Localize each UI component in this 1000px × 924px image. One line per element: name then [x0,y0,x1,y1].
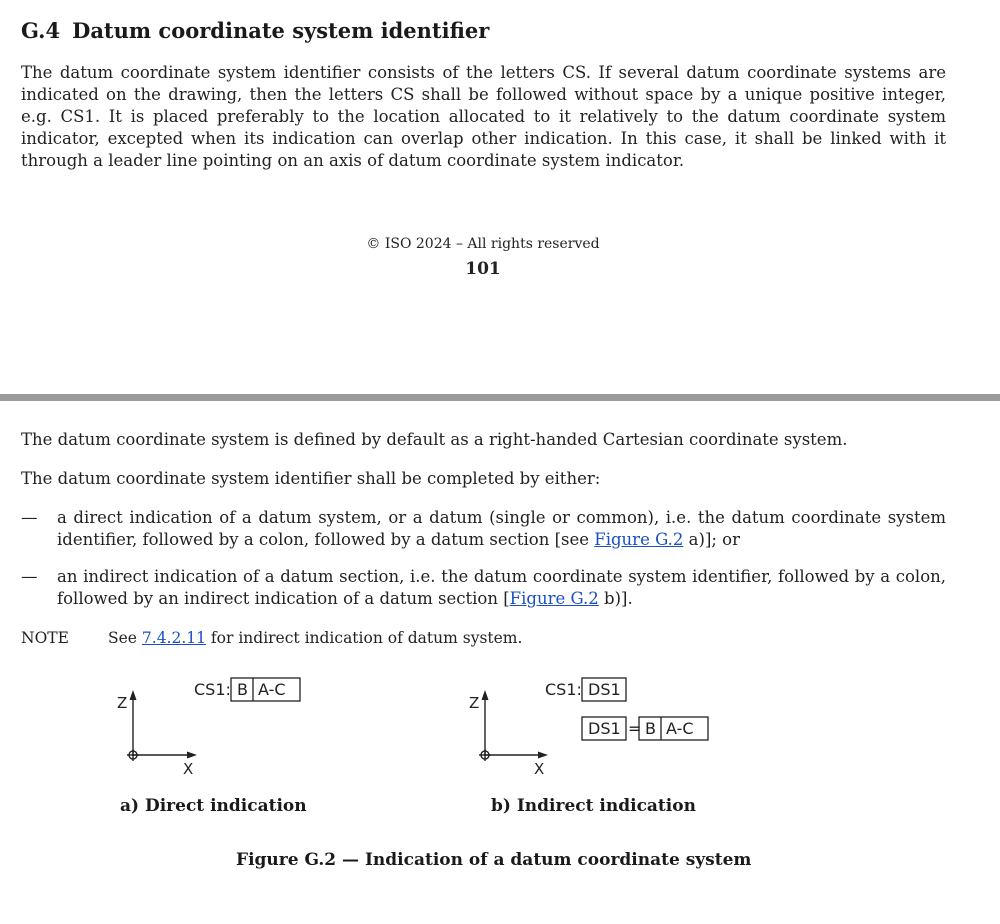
body-line-default-system: The datum coordinate system is defined by default as a right-handed Cartesian coordinate system. [21,430,848,449]
axis-z-label-a: Z [117,694,128,712]
x-arrow-icon [187,752,197,759]
axis-z-label-b: Z [469,694,480,712]
body-line-completed-by: The datum coordinate system identifier shall be completed by either: [21,469,601,488]
note [21,627,522,649]
clause-7-4-2-11-link[interactable]: 7.4.2.11 [141,629,206,647]
axis-x-label-a: X [183,760,194,778]
list-dash: — [21,567,38,586]
datum-cell-b-b: B [645,719,656,738]
z-arrow-icon [482,690,489,700]
list-item-text [57,507,946,551]
list-item-text [57,566,946,610]
section-heading [21,18,489,43]
x-arrow-icon [538,752,548,759]
footer-copyright: © ISO 2024 – All rights reserved [366,236,600,252]
figure-g2 [0,660,1000,800]
equals-sign: = [628,719,642,738]
figure-g2-drawing [0,660,1000,800]
note-text-before: See [108,629,142,647]
ds-definition-cell: DS1 [588,719,621,738]
list-item-text-before: an indirect indication of a datum section, i.e. the datum coordinate system identifier, followed by a colon, followed by an indirect indication of a datum section [ [57,567,946,608]
page-separator [0,394,1000,401]
ds-cell-b: DS1 [588,680,621,699]
datum-cell-ac-a: A-C [258,680,286,699]
z-arrow-icon [130,690,137,700]
subfigure-caption-b: b) Indirect indication [491,796,696,816]
figure-g2-link[interactable]: Figure G.2 [509,589,599,608]
datum-cell-b-a: B [237,680,248,699]
note-text-after: for indirect indication of datum system. [206,629,523,647]
section-paragraph: The datum coordinate system identifier consists of the letters CS. If several datum coordinate systems are indicated on the drawing, then the letters CS shall be followed without space by a unique positive integer, e.g. CS1. It is placed preferably to the location allocated to it relatively to the datum coordinate system indicator, excepted when its indication can overlap other indication. In this case, it shall be linked with it through a leader line pointing on an axis of datum coordinate system indicator. [21,63,946,170]
figure-g2-link[interactable]: Figure G.2 [594,530,684,549]
cs-label-b: CS1: [545,680,582,699]
axis-x-label-b: X [534,760,545,778]
axis-indicator-a [127,690,197,761]
list-item-text-after: b)]. [598,589,633,608]
page-101 [0,0,1000,394]
list-item [21,566,946,610]
cs-label-a: CS1: [194,680,231,699]
subfigure-caption-a: a) Direct indication [120,796,307,816]
page-number: 101 [465,259,501,279]
list-item [21,507,946,551]
list-item-text-after: a)]; or [683,530,741,549]
list-dash: — [21,508,38,527]
figure-caption: Figure G.2 — Indication of a datum coordinate system [236,850,752,870]
datum-cell-ac-b: A-C [666,719,694,738]
section-title: Datum coordinate system identifier [72,18,490,43]
note-label: NOTE [21,629,69,647]
axis-indicator-b [479,690,548,761]
list-item-text-before: a direct indication of a datum system, or a datum (single or common), i.e. the datum coordinate system identifier, followed by a colon, followed by a datum section [see [57,508,946,549]
section-number: G.4 [21,18,61,43]
